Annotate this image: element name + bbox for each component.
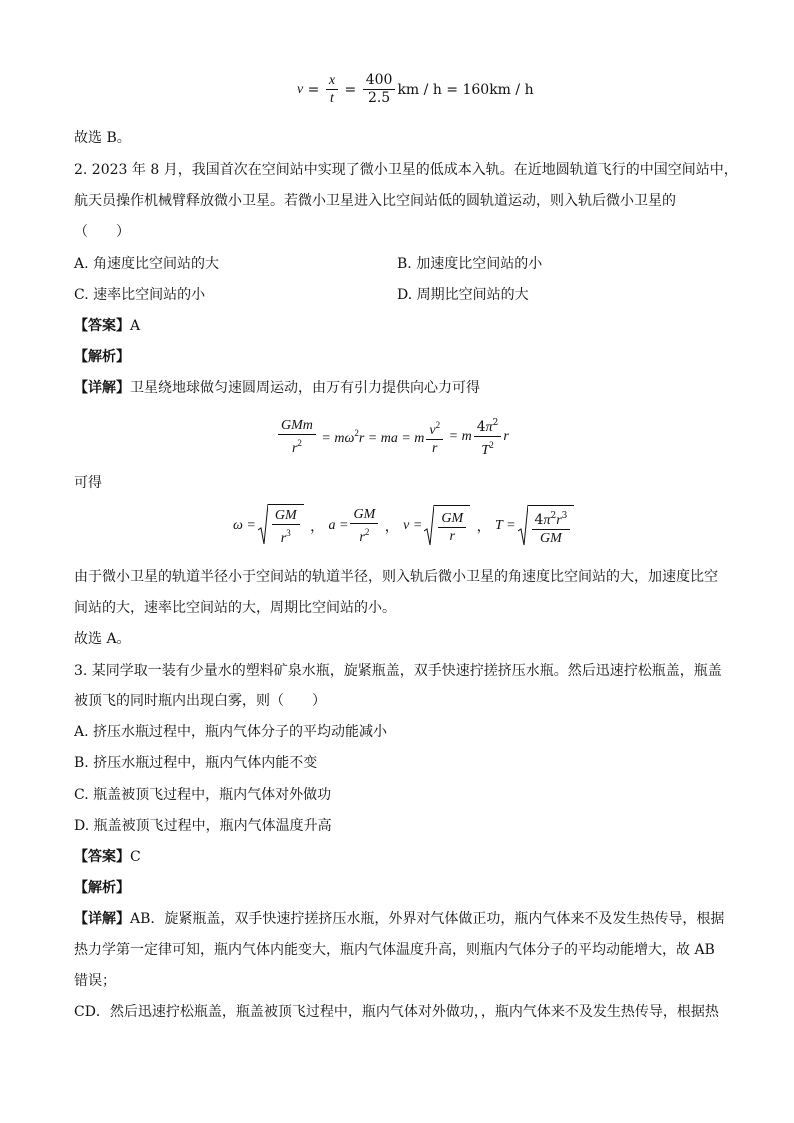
q3-detail-line1: 【详解】AB．旋紧瓶盖，双手快速拧搓挤压水瓶，外界对气体做正功，瓶内气体来不及发生热传导，根据 — [74, 911, 725, 927]
q2-option-a: A. 角速度比空间站的大 — [74, 256, 220, 272]
q2-conclusion-line1: 由于微小卫星的轨道半径小于空间站的轨道半径，则入轨后微小卫星的角速度比空间站的大，加速度比空 — [74, 569, 718, 585]
answer-tag: 【答案】 — [74, 318, 130, 334]
detail-tag: 【详解】 — [74, 380, 130, 396]
q3-option-a: A. 挤压水瓶过程中，瓶内气体分子的平均动能减小 — [74, 724, 388, 740]
q3-option-b: B. 挤压水瓶过程中，瓶内气体内能不变 — [74, 755, 318, 771]
q3-option-c: C. 瓶盖被顶飞过程中，瓶内气体对外做功 — [74, 787, 332, 803]
q3-stem-line2: 被顶飞的同时瓶内出现白雾，则（ ） — [74, 693, 326, 709]
q2-analysis-tag: 【解析】 — [74, 349, 130, 365]
q2-option-d: D. 周期比空间站的大 — [397, 287, 529, 303]
q1-final-choice: 故选 B。 — [74, 130, 131, 146]
q2-answer — [74, 316, 140, 336]
q2-stem-line2: 航天员操作机械臂释放微小卫星。若微小卫星进入比空间站低的圆轨道运动，则入轨后微小卫星的 — [74, 193, 676, 209]
speed-equation: v = $\frac{x}{t}$ = $\frac{400}{2.5}$ km / h = 160km / h — [297, 72, 534, 106]
q2-detail: 【详解】卫星绕地球做匀速圆周运动，由万有引力提供向心力可得 — [74, 380, 480, 396]
q3-answer — [74, 847, 141, 867]
answer-value: A — [130, 318, 141, 334]
detail-tag: 【详解】 — [74, 911, 130, 927]
gravitation-equation: $\frac{\text{GMm}}{r^2}$ = $m\omega^2r$ = ma = m $\frac{v^2}{r}$ = m $\frac{4\pi^2}{T^2}$ r — [276, 415, 509, 459]
q3-detail-line2: 热力学第一定律可知，瓶内气体内能变大，瓶内气体温度升高，则瓶内气体分子的平均动能增大，故 AB — [74, 942, 715, 958]
q2-conclusion-line2: 间站的大，速率比空间站的大，周期比空间站的小。 — [74, 600, 396, 616]
eq-frac-400-25: $\frac{400}{2.5}$ — [363, 72, 396, 107]
q2-stem-line1: 2. 2023 年 8 月，我国首次在空间站中实现了微小卫星的低成本入轨。在近地圆轨道飞行的中国空间站中， — [74, 162, 738, 178]
q3-analysis-tag: 【解析】 — [74, 880, 130, 896]
eq-units: km / h = 160km / h — [397, 81, 534, 98]
answer-value: C — [130, 849, 141, 865]
q3-option-d: D. 瓶盖被顶飞过程中，瓶内气体温度升高 — [74, 818, 332, 834]
answer-tag: 【答案】 — [74, 849, 130, 865]
q2-stem-line3: （ ） — [74, 224, 130, 240]
eq-v: v — [297, 81, 304, 97]
q2-option-c: C. 速率比空间站的小 — [74, 287, 206, 303]
q2-option-b: B. 加速度比空间站的小 — [397, 256, 543, 272]
q3-detail-line4: CD．然后迅速拧松瓶盖，瓶盖被顶飞过程中，瓶内气体对外做功，，瓶内气体来不及发生热传导，根据热 — [74, 1004, 719, 1020]
q2-final-choice: 故选 A。 — [74, 631, 131, 647]
eq-frac-x-t: $\frac{x}{t}$ — [326, 72, 338, 107]
q3-stem-line1: 3. 某同学取一装有少量水的塑料矿泉水瓶，旋紧瓶盖，双手快速拧搓挤压水瓶。然后迅速拧松瓶盖，瓶盖 — [74, 663, 722, 679]
results-equation: ω = $\frac{GM}{r^3}$ ， a = $\frac{GM}{r^2}$ ， v = $\frac{GM}{r}$ ， T = $\frac{4\pi^2r^3}{GM}$ — [233, 504, 576, 547]
q2-kede: 可得 — [74, 475, 102, 491]
q3-detail-line3: 错误； — [74, 973, 116, 989]
